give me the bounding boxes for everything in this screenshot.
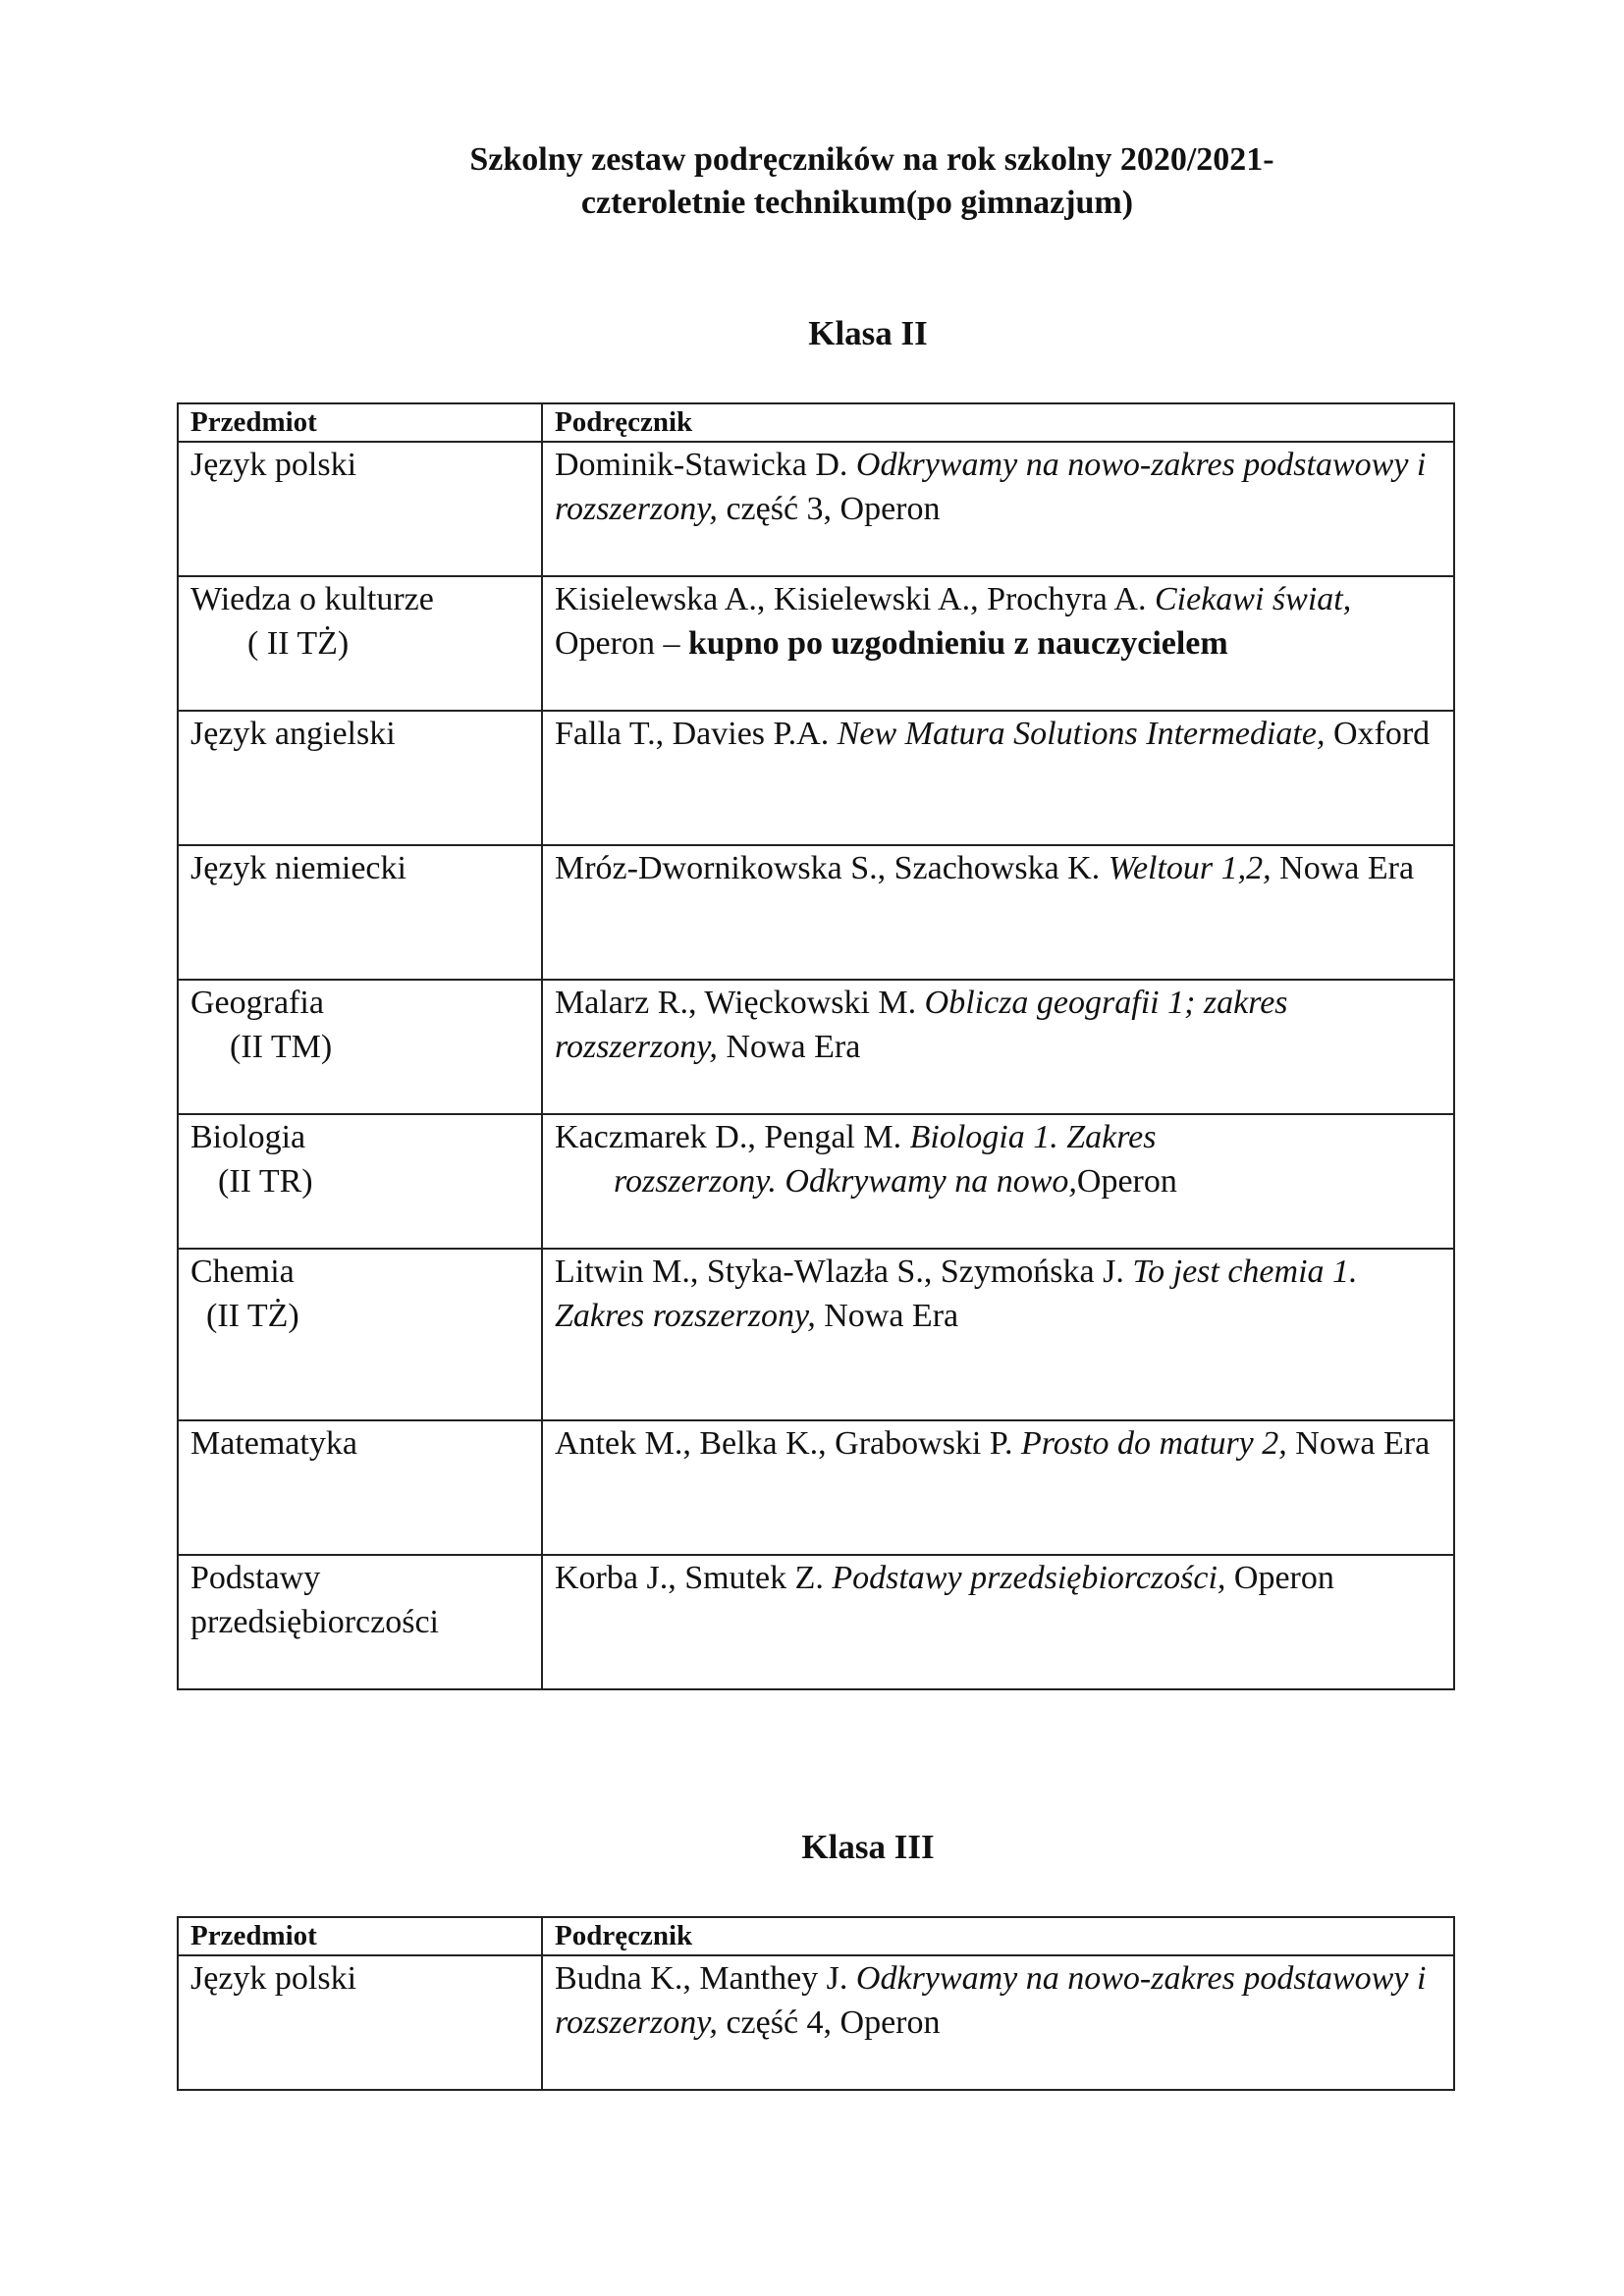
table-header-row bbox=[178, 1917, 1454, 1955]
subject-name: Język niemiecki bbox=[190, 850, 406, 886]
book-title: Prosto do matury 2, bbox=[1021, 1425, 1287, 1462]
table-row bbox=[178, 576, 1454, 711]
book-publisher: Nowa Era bbox=[1286, 1425, 1431, 1462]
book-title: Podstawy przedsiębiorczości, bbox=[832, 1560, 1226, 1596]
book-authors: Kaczmarek D., Pengal M. bbox=[555, 1119, 910, 1155]
book-authors: Kisielewska A., Kisielewski A., Prochyra A. bbox=[555, 581, 1155, 617]
table-row bbox=[178, 442, 1454, 576]
subject-cell bbox=[178, 711, 542, 845]
table-row bbox=[178, 1555, 1454, 1689]
subject-name: Matematyka bbox=[190, 1425, 357, 1462]
subject-name: Wiedza o kulturze bbox=[190, 581, 434, 617]
book-publisher: część 3, Operon bbox=[717, 491, 941, 527]
table-row bbox=[178, 1114, 1454, 1249]
book-authors: Korba J., Smutek Z. bbox=[555, 1560, 833, 1596]
subject-cell bbox=[178, 980, 542, 1114]
subject-cell bbox=[178, 1420, 542, 1555]
subject-cell bbox=[178, 845, 542, 980]
book-title: Biologia 1. Zakres bbox=[909, 1119, 1157, 1155]
subject-cell bbox=[178, 1114, 542, 1249]
header-subject: Przedmiot bbox=[178, 1917, 542, 1955]
book-cell bbox=[542, 711, 1454, 845]
book-cell bbox=[542, 1555, 1454, 1689]
table-header-row bbox=[178, 403, 1454, 442]
book-cell bbox=[542, 442, 1454, 576]
subject-name: Język polski bbox=[190, 447, 357, 483]
book-cell bbox=[542, 1420, 1454, 1555]
table-row bbox=[178, 1420, 1454, 1555]
book-publisher: część 4, Operon bbox=[717, 2004, 941, 2041]
subject-cell bbox=[178, 1955, 542, 2090]
book-cell bbox=[542, 1249, 1454, 1420]
header-book: Podręcznik bbox=[542, 403, 1454, 442]
book-cell bbox=[542, 1955, 1454, 2090]
subject-cell bbox=[178, 442, 542, 576]
book-title: To jest chemia 1. Zakres rozszerzony, bbox=[555, 1254, 1358, 1334]
subject-class-note: (II TR) bbox=[218, 1163, 313, 1200]
klasa-iii-heading: Klasa III bbox=[801, 1828, 935, 1866]
subject-name: Język polski bbox=[190, 1960, 357, 1997]
book-title-continued bbox=[555, 1159, 1441, 1203]
book-publisher: Operon bbox=[1076, 1163, 1177, 1200]
klasa-ii-heading: Klasa II bbox=[808, 314, 928, 352]
table-row bbox=[178, 845, 1454, 980]
subject-cell bbox=[178, 576, 542, 711]
book-cell bbox=[542, 845, 1454, 980]
klasa-iii-table bbox=[177, 1916, 1455, 2091]
document-title-line1: Szkolny zestaw podręczników na rok szkolny 2020/2021- bbox=[469, 141, 1274, 178]
table-row bbox=[178, 1955, 1454, 2090]
book-authors: Litwin M., Styka-Wlazła S., Szymońska J. bbox=[555, 1254, 1133, 1290]
subject-name: Język angielski bbox=[190, 716, 396, 752]
table-row bbox=[178, 711, 1454, 845]
subject-cell bbox=[178, 1249, 542, 1420]
book-authors: Dominik-Stawicka D. bbox=[555, 447, 856, 483]
subject-class-note: (II TM) bbox=[230, 1029, 333, 1065]
book-publisher: Operon bbox=[1225, 1560, 1334, 1596]
book-publisher: Operon – bbox=[555, 625, 688, 662]
book-title-line2: rozszerzony. Odkrywamy na nowo, bbox=[614, 1163, 1077, 1200]
subject-name: Geografia bbox=[190, 985, 324, 1021]
table-row bbox=[178, 1249, 1454, 1420]
book-cell bbox=[542, 980, 1454, 1114]
subject-class-note: (II TŻ) bbox=[206, 1298, 299, 1334]
book-cell bbox=[542, 576, 1454, 711]
book-title: Weltour 1,2, bbox=[1108, 850, 1272, 886]
book-authors: Mróz-Dwornikowska S., Szachowska K. bbox=[555, 850, 1109, 886]
header-book: Podręcznik bbox=[542, 1917, 1454, 1955]
header-subject: Przedmiot bbox=[178, 403, 542, 442]
book-authors: Budna K., Manthey J. bbox=[555, 1960, 856, 1997]
book-publisher: Nowa Era bbox=[815, 1298, 959, 1334]
book-title: Odkrywamy na nowo-zakres podstawowy i rozszerzony, bbox=[555, 447, 1427, 527]
book-cell bbox=[542, 1114, 1454, 1249]
subject-name: Podstawy przedsiębiorczości bbox=[190, 1560, 439, 1640]
subject-name: Biologia bbox=[190, 1119, 306, 1155]
book-authors: Antek M., Belka K., Grabowski P. bbox=[555, 1425, 1022, 1462]
book-authors: Malarz R., Więckowski M. bbox=[555, 985, 925, 1021]
book-publisher: Oxford bbox=[1325, 716, 1431, 752]
klasa-ii-table bbox=[177, 402, 1455, 1690]
book-title: Ciekawi świat, bbox=[1155, 581, 1352, 617]
book-title: Oblicza geografii 1; zakres rozszerzony, bbox=[555, 985, 1288, 1065]
book-authors: Falla T., Davies P.A. bbox=[555, 716, 838, 752]
subject-name: Chemia bbox=[190, 1254, 295, 1290]
book-publisher: Nowa Era bbox=[1271, 850, 1415, 886]
document-title-line2: czteroletnie technikum(po gimnazjum) bbox=[580, 185, 1134, 221]
book-title: Odkrywamy na nowo-zakres podstawowy i rozszerzony, bbox=[555, 1960, 1427, 2041]
subject-class-note: ( II TŻ) bbox=[247, 625, 350, 662]
subject-cell bbox=[178, 1555, 542, 1689]
book-title: New Matura Solutions Intermediate, bbox=[837, 716, 1326, 752]
book-publisher: Nowa Era bbox=[717, 1029, 861, 1065]
book-purchase-note: kupno po uzgodnieniu z nauczycielem bbox=[687, 625, 1228, 662]
table-row bbox=[178, 980, 1454, 1114]
